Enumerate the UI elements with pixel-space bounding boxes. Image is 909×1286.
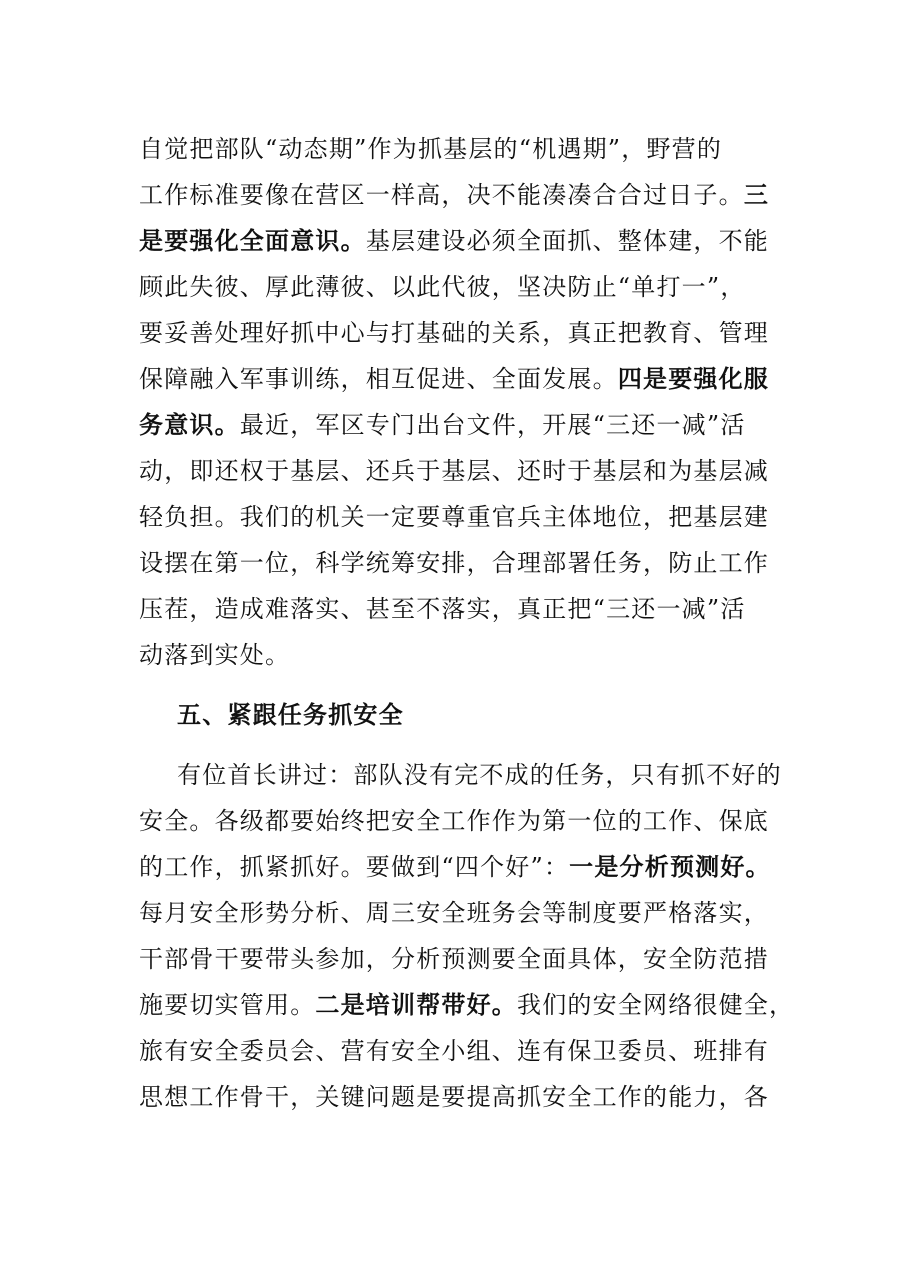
- text-line: 是要强化全面意识。基层建设必须全面抓、整体建，不能: [139, 227, 770, 255]
- text-line: 保障融入军事训练，相互促进、全面发展。四是要强化服: [139, 365, 770, 393]
- bold-phrase: 三: [743, 181, 770, 209]
- text-line: 思想工作骨干，关键问题是要提高抓安全工作的能力，各: [139, 1083, 769, 1111]
- text-line: 务意识。最近，军区专门出台文件，开展“三还一减”活: [139, 411, 746, 439]
- text-line: 设摆在第一位，科学统筹安排，合理部署任务，防止工作: [139, 549, 769, 577]
- bold-phrase: 是要强化全面意识。: [139, 227, 366, 255]
- text-line: 顾此失彼、厚此薄彼、以此代彼，坚决防止“单打一”，: [139, 273, 746, 301]
- text-line: 自觉把部队“动态期”作为抓基层的“机遇期”，野营的: [139, 135, 723, 163]
- text-line: 有位首长讲过：部队没有完不成的任务，只有抓不好的: [177, 761, 782, 789]
- text-line: 轻负担。我们的机关一定要尊重官兵主体地位，把基层建: [139, 503, 769, 531]
- text-line: 动，即还权于基层、还兵于基层、还时于基层和为基层减: [139, 457, 769, 485]
- text-line: 工作标准要像在营区一样高，决不能凑凑合合过日子。三: [139, 181, 770, 209]
- text-line: 每月安全形势分析、周三安全班务会等制度要严格落实，: [139, 899, 769, 927]
- text-line: 动落到实处。: [139, 641, 291, 669]
- section-heading: 五、紧跟任务抓安全: [177, 701, 404, 729]
- text-line: 压茬，造成难落实、甚至不落实，真正把“三还一减”活: [139, 595, 746, 623]
- text-line: 的工作，抓紧抓好。要做到“四个好”：一是分析预测好。: [139, 853, 771, 881]
- document-body: [139, 126, 795, 1120]
- text-line: 安全。各级都要始终把安全工作作为第一位的工作、保底: [139, 807, 769, 835]
- bold-phrase: 一是分析预测好。: [569, 853, 771, 881]
- bold-phrase: 二是培训帮带好。: [315, 991, 518, 1019]
- text-line: 旅有安全委员会、营有安全小组、连有保卫委员、班排有: [139, 1037, 769, 1065]
- text-line: 干部骨干要带头参加，分析预测要全面具体，安全防范措: [139, 945, 769, 973]
- text-line: 施要切实管用。二是培训帮带好。我们的安全网络很健全，: [139, 991, 795, 1019]
- bold-phrase: 务意识。: [139, 411, 240, 439]
- bold-phrase: 四是要强化服: [617, 365, 770, 393]
- text-line: 要妥善处理好抓中心与打基础的关系，真正把教育、管理: [139, 319, 769, 347]
